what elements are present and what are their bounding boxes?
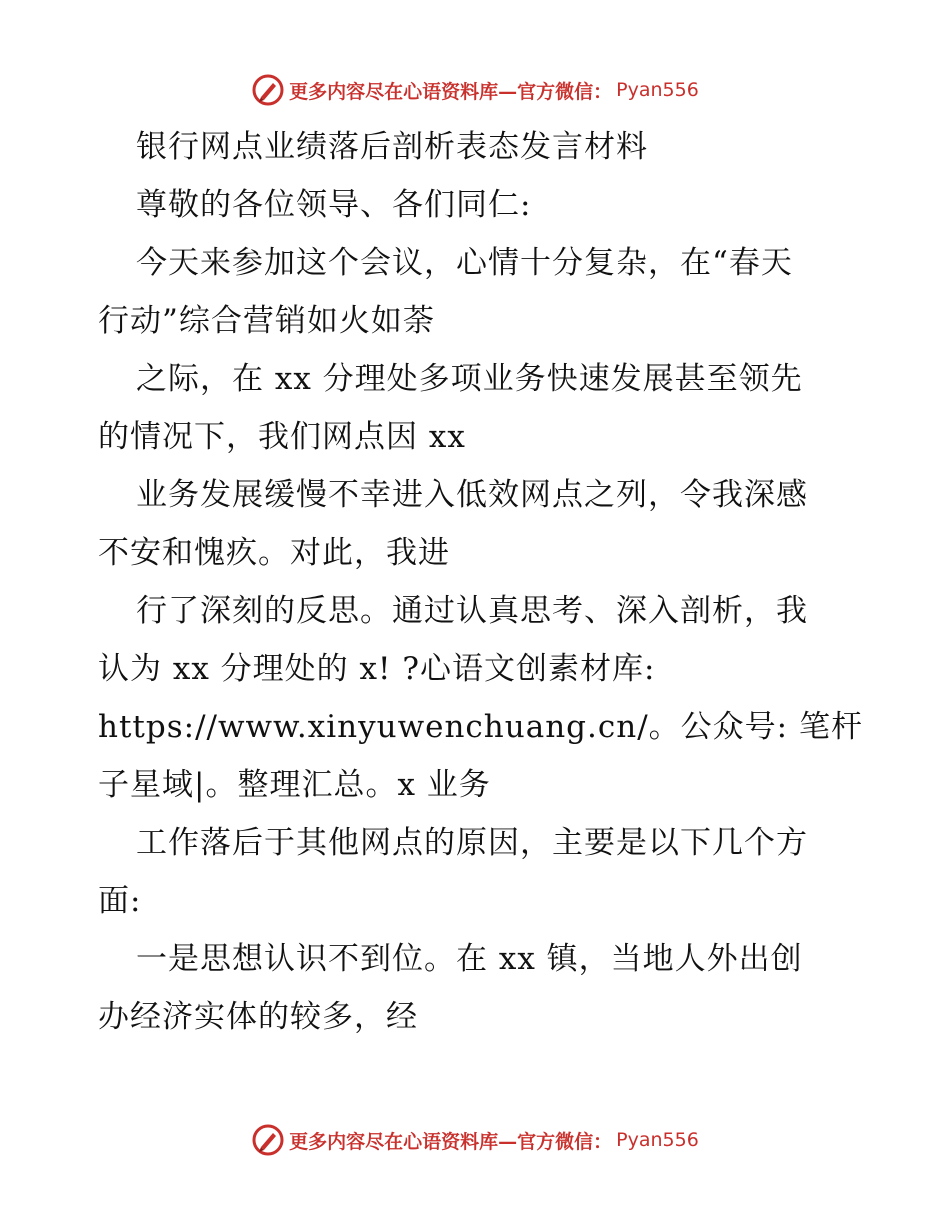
watermark-text: 更多内容尽在心语资料库—官方微信： — [289, 80, 613, 103]
paragraph-line: 一是思想认识不到位。在 xx 镇，当地人外出创 — [136, 941, 803, 977]
paragraph-line: 工作落后于其他网点的原因，主要是以下几个方 — [136, 825, 808, 861]
watermark-wechat-id: Pyan556 — [616, 79, 699, 101]
document-body — [98, 118, 863, 1046]
pen-logo-icon — [251, 1123, 285, 1157]
paragraph-line: 子星域|。整理汇总。x 业务 — [98, 767, 491, 803]
watermark-text: 更多内容尽在心语资料库—官方微信： — [289, 1130, 613, 1153]
watermark-wechat-id: Pyan556 — [616, 1129, 699, 1151]
paragraph-line: https://www.xinyuwenchuang.cn/。公众号: 笔杆 — [98, 709, 863, 745]
paragraph-line: 尊敬的各位领导、各们同仁: — [136, 187, 532, 223]
paragraph-line: 今天来参加这个会议，心情十分复杂，在“春天 — [136, 245, 793, 281]
paragraph-line: 之际，在 xx 分理处多项业务快速发展甚至领先 — [136, 361, 803, 397]
paragraph-line: 办经济实体的较多，经 — [98, 999, 418, 1035]
header-watermark — [0, 70, 950, 110]
paragraph-line: 行了深刻的反思。通过认真思考、深入剖析，我 — [136, 593, 808, 629]
paragraph-line: 的情况下，我们网点因 xx — [98, 419, 466, 455]
paragraph-line: 行动”综合营销如火如荼 — [98, 303, 435, 339]
paragraph-line: 不安和愧疚。对此，我进 — [98, 535, 450, 571]
paragraph-line: 银行网点业绩落后剖析表态发言材料 — [136, 129, 648, 165]
paragraph-line: 面: — [98, 883, 142, 919]
paragraph-line: 业务发展缓慢不幸进入低效网点之列，令我深感 — [136, 477, 808, 513]
paragraph-line: 认为 xx 分理处的 x! ?心语文创素材库: — [98, 651, 656, 687]
pen-logo-icon — [251, 73, 285, 107]
footer-watermark — [0, 1120, 950, 1160]
